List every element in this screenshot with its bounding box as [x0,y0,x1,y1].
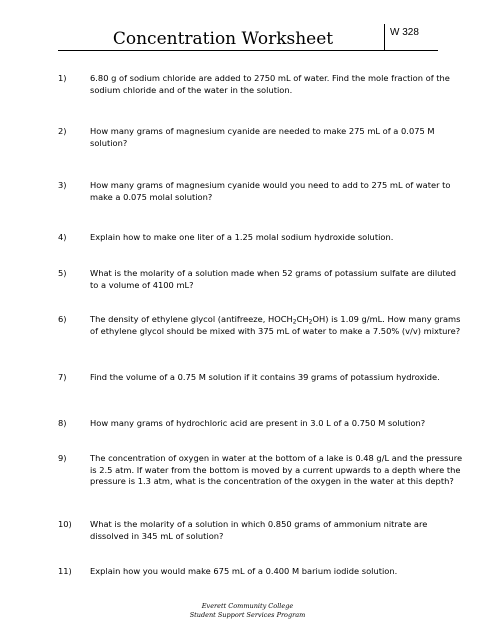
question-text-part: CH [296,314,309,324]
worksheet-code: W 328 [384,24,440,50]
question-text: Explain how to make one liter of a 1.25 molal sodium hydroxide solution. [90,232,394,242]
question-text: Explain how you would make 675 mL of a 0.400 M barium iodide solution. [90,566,398,576]
question-number: 7) [58,372,67,382]
question-text: The concentration of oxygen in water at the bottom of a lake is 0.48 g/L and the pressure is 2.5 atm. If water from the bottom is moved by a current upwards to a depth where the pressure is 1.3 atm, what is the concentration of the oxygen in the water at this depth? [90,453,463,487]
question-number: 6) [58,314,67,324]
question-text: What is the molarity of a solution in which 0.850 grams of ammonium nitrate are dissolved in 345 mL of solution? [90,519,428,541]
question-number: 8) [58,418,67,428]
question-text-part: OH) is 1.09 g/mL. How many grams of ethylene glycol should be mixed with 375 mL of water to make a 7.50% (v/v) mixture? [90,314,461,336]
subscript: 2 [308,318,313,326]
question-text-part: The density of ethylene glycol (antifreeze, HOCH [90,314,293,324]
page-header [58,28,438,51]
page-title: Concentration Worksheet [112,29,334,49]
question-text: What is the molarity of a solution made when 52 grams of potassium sulfate are diluted to a volume of 4100 mL? [90,268,457,290]
page-footer [0,602,495,620]
question-text [90,314,465,337]
question-number: 3) [58,180,67,190]
subscript: 2 [292,318,297,326]
footer-college: Everett Community College [201,602,294,610]
question-number: 5) [58,268,67,278]
footer-program: Student Support Services Program [189,611,306,619]
question-text: How many grams of magnesium cyanide would you need to add to 275 mL of water to make a 0.075 molal solution? [90,180,451,202]
question-text: How many grams of magnesium cyanide are needed to make 275 mL of a 0.075 M solution? [90,126,435,148]
question-number: 9) [58,453,67,463]
question-number: 10) [58,519,72,529]
question-text: How many grams of hydrochloric acid are present in 3.0 L of a 0.750 M solution? [90,418,426,428]
question-text: 6.80 g of sodium chloride are added to 2750 mL of water. Find the mole fraction of the sodium chloride and of the water in the solution. [90,73,450,95]
question-number: 2) [58,126,67,136]
question-number: 11) [58,566,72,576]
question-number: 4) [58,232,67,242]
question-number: 1) [58,73,67,83]
question-text: Find the volume of a 0.75 M solution if it contains 39 grams of potassium hydroxide. [90,372,440,382]
